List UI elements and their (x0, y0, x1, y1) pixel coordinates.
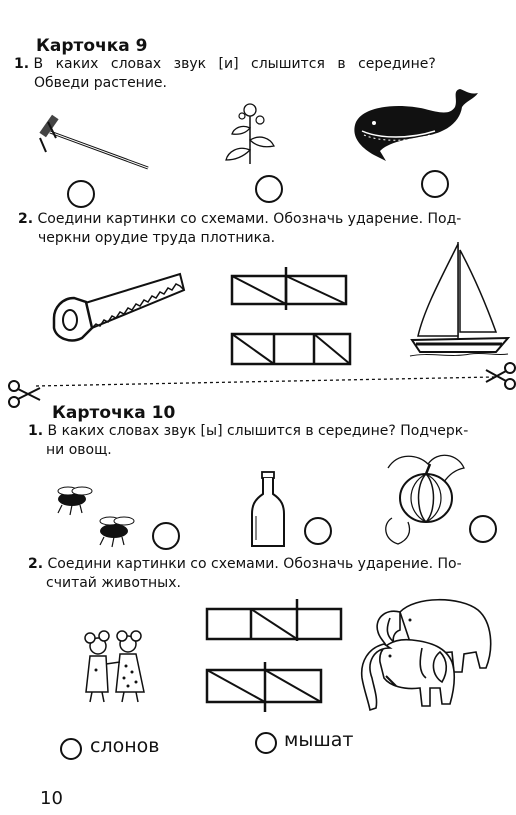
card9-task2-line2: черкни орудие труда плотника. (38, 230, 276, 246)
bottle-icon (248, 470, 288, 550)
card10-task2-number: 2. (28, 556, 44, 572)
plant-answer-circle[interactable] (255, 175, 283, 203)
cut-line (0, 365, 516, 405)
bees-answer-circle[interactable] (152, 522, 180, 550)
card10-task1-line2: ни овощ. (46, 442, 112, 458)
answer-mice-label: мышат (284, 729, 354, 751)
plant-icon (220, 100, 280, 165)
sailboat-icon (410, 240, 510, 360)
saw-icon (52, 268, 187, 348)
card10-task1-number: 1. (28, 423, 44, 439)
card9-schema-1 (230, 265, 350, 310)
card10-title: Карточка 10 (52, 403, 176, 423)
scissors-left-icon (6, 380, 42, 408)
elephants-icon (360, 592, 500, 717)
card9-task1-number: 1. (14, 56, 30, 72)
answer-mice-circle[interactable] (255, 732, 277, 754)
card9-task2-line1: Соедини картинки со схемами. Обозначь ударение. Под- (37, 211, 462, 227)
whale-answer-circle[interactable] (421, 170, 449, 198)
card10-schema-2 (205, 660, 325, 715)
card10-task2-line1: Соедини картинки со схемами. Обозначь ударение. По- (47, 556, 462, 572)
card9-schema-2 (230, 332, 355, 368)
bottle-answer-circle[interactable] (304, 517, 332, 545)
card10-task2-line2: считай животных. (46, 575, 181, 591)
page-number: 10 (40, 788, 63, 809)
pumpkin-icon (378, 448, 468, 548)
card9-task2-number: 2. (18, 211, 34, 227)
card10-schema-1 (205, 597, 345, 642)
scissors-right-icon (484, 362, 516, 390)
card9-task1-line2: Обведи растение. (34, 75, 167, 91)
bees-icon (48, 485, 148, 550)
pumpkin-answer-circle[interactable] (469, 515, 497, 543)
card9-task1-line1: В каких словах звук [и] слышится в середине? (33, 56, 436, 72)
card10-task1-line1: В каких словах звук [ы] слышится в середине? Подчерк- (47, 423, 469, 439)
rake-icon (36, 118, 151, 173)
whale-icon (350, 85, 485, 165)
answer-elephants-circle[interactable] (60, 738, 82, 760)
rake-answer-circle[interactable] (67, 180, 95, 208)
answer-elephants-label: слонов (90, 735, 160, 757)
mice-icon (78, 630, 153, 705)
card10-task2 (28, 555, 508, 593)
card9-title: Карточка 9 (36, 36, 148, 56)
